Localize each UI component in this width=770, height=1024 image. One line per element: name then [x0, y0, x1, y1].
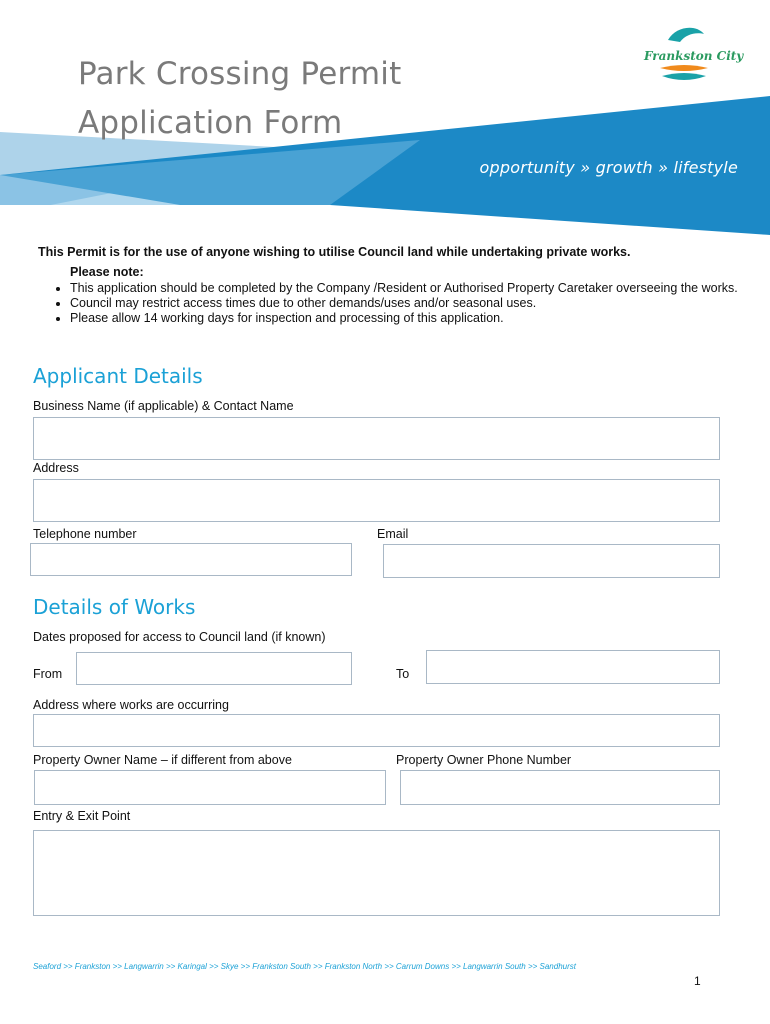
applicant-details-heading: Applicant Details: [33, 364, 203, 388]
entry-exit-label: Entry & Exit Point: [33, 809, 131, 823]
owner-phone-label: Property Owner Phone Number: [396, 753, 572, 767]
tagline: opportunity » growth » lifestyle: [479, 158, 738, 177]
form-title-line2: Application Form: [78, 105, 343, 141]
entry-exit-field[interactable]: [33, 830, 720, 916]
owner-phone-field[interactable]: [400, 770, 720, 805]
to-date-field[interactable]: [426, 650, 720, 684]
address-field[interactable]: [33, 479, 720, 522]
owner-name-label: Property Owner Name – if different from above: [33, 753, 292, 767]
telephone-label: Telephone number: [33, 527, 137, 541]
note-list: [38, 281, 738, 326]
telephone-field[interactable]: [30, 543, 352, 576]
footer-suburbs: Seaford >> Frankston >> Langwarrin >> Karingal >> Skye >> Frankston South >> Frankston North >> Carrum Downs >> Langwarrin South >> Sandhurst: [33, 962, 576, 971]
note-heading: Please note:: [70, 265, 144, 279]
works-address-field[interactable]: [33, 714, 720, 747]
note-item: • This application should be completed by the Company /Resident or Authorised Property Caretaker overseeing the works.: [70, 281, 738, 296]
note-item: • Council may restrict access times due to other demands/uses and/or seasonal uses.: [70, 296, 738, 311]
from-date-field[interactable]: [76, 652, 352, 685]
intro-section: [38, 245, 738, 326]
email-label: Email: [377, 527, 409, 541]
note-item: • Please allow 14 working days for inspection and processing of this application.: [70, 311, 738, 326]
from-label: From: [33, 667, 63, 681]
owner-name-field[interactable]: [34, 770, 386, 805]
to-label: To: [396, 667, 410, 681]
form-title-line1: Park Crossing Permit: [78, 56, 402, 92]
dates-label: Dates proposed for access to Council land (if known): [33, 630, 326, 644]
details-of-works-heading: Details of Works: [33, 595, 196, 619]
address-label: Address: [33, 461, 79, 475]
page-number: 1: [694, 974, 701, 988]
svg-text:Frankston City: Frankston City: [644, 49, 744, 63]
frankston-city-logo: [638, 22, 744, 92]
works-address-label: Address where works are occurring: [33, 698, 229, 712]
intro-lead: This Permit is for the use of anyone wishing to utilise Council land while undertaking private works.: [38, 245, 631, 259]
business-name-field[interactable]: [33, 417, 720, 460]
email-field[interactable]: [383, 544, 720, 578]
business-name-label: Business Name (if applicable) & Contact Name: [33, 399, 294, 413]
